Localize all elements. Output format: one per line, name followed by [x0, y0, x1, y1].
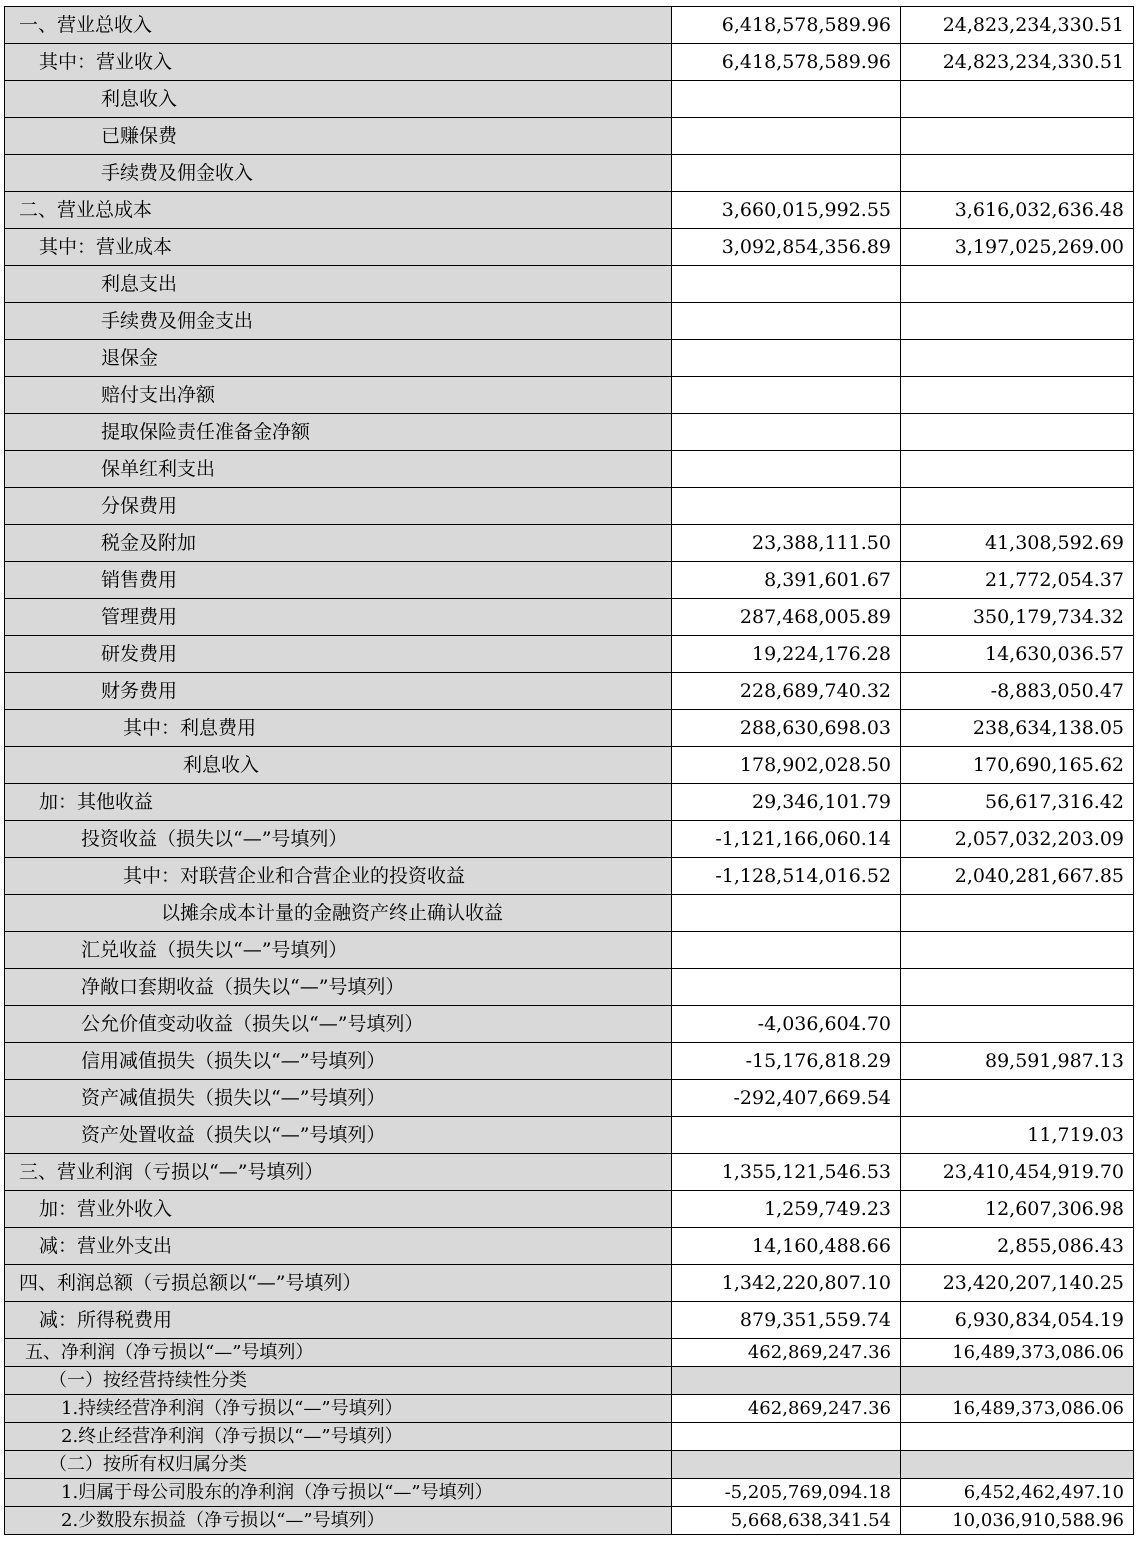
row-label: 三、营业利润（亏损以“—”号填列） — [5, 1154, 672, 1191]
row-label: 其中：营业收入 — [5, 44, 672, 81]
prior-period-value: 21,772,054.37 — [901, 562, 1134, 599]
row-label: 二、营业总成本 — [5, 192, 672, 229]
table-row — [5, 1228, 1134, 1265]
table-row — [5, 1006, 1134, 1043]
current-period-value — [672, 303, 901, 340]
row-label: 2.少数股东损益（净亏损以“—”号填列） — [5, 1507, 672, 1535]
prior-period-value: 350,179,734.32 — [901, 599, 1134, 636]
row-label: 其中：利息费用 — [5, 710, 672, 747]
table-row — [5, 1507, 1134, 1535]
current-period-value: -292,407,669.54 — [672, 1080, 901, 1117]
current-period-value: -5,205,769,094.18 — [672, 1479, 901, 1507]
prior-period-value — [901, 377, 1134, 414]
row-label: 利息收入 — [5, 747, 672, 784]
current-period-value: 14,160,488.66 — [672, 1228, 901, 1265]
table-row — [5, 377, 1134, 414]
table-row — [5, 1302, 1134, 1339]
row-label: 手续费及佣金支出 — [5, 303, 672, 340]
table-row — [5, 969, 1134, 1006]
row-label: 投资收益（损失以“—”号填列） — [5, 821, 672, 858]
row-label: 以摊余成本计量的金融资产终止确认收益 — [5, 895, 672, 932]
row-label: 其中：营业成本 — [5, 229, 672, 266]
table-row — [5, 451, 1134, 488]
current-period-value — [672, 340, 901, 377]
current-period-value — [672, 451, 901, 488]
table-row — [5, 784, 1134, 821]
prior-period-value — [901, 303, 1134, 340]
table-row — [5, 673, 1134, 710]
row-label: 销售费用 — [5, 562, 672, 599]
current-period-value: 228,689,740.32 — [672, 673, 901, 710]
row-label: （二）按所有权归属分类 — [5, 1451, 672, 1479]
prior-period-value: 24,823,234,330.51 — [901, 44, 1134, 81]
current-period-value: 1,355,121,546.53 — [672, 1154, 901, 1191]
table-row — [5, 562, 1134, 599]
row-label: （一）按经营持续性分类 — [5, 1367, 672, 1395]
current-period-value: 462,869,247.36 — [672, 1339, 901, 1367]
current-period-value — [672, 488, 901, 525]
current-period-value: -1,128,514,016.52 — [672, 858, 901, 895]
prior-period-value: 11,719.03 — [901, 1117, 1134, 1154]
table-row — [5, 303, 1134, 340]
row-label: 手续费及佣金收入 — [5, 155, 672, 192]
prior-period-value — [901, 1367, 1134, 1395]
current-period-value: 19,224,176.28 — [672, 636, 901, 673]
row-label: 保单红利支出 — [5, 451, 672, 488]
row-label: 退保金 — [5, 340, 672, 377]
current-period-value — [672, 1423, 901, 1451]
table-row — [5, 747, 1134, 784]
current-period-value: -15,176,818.29 — [672, 1043, 901, 1080]
table-row — [5, 81, 1134, 118]
row-label: 1.持续经营净利润（净亏损以“—”号填列） — [5, 1395, 672, 1423]
prior-period-value — [901, 969, 1134, 1006]
current-period-value — [672, 377, 901, 414]
prior-period-value: 14,630,036.57 — [901, 636, 1134, 673]
current-period-value: 178,902,028.50 — [672, 747, 901, 784]
current-period-value: 23,388,111.50 — [672, 525, 901, 562]
current-period-value — [672, 932, 901, 969]
table-row — [5, 932, 1134, 969]
row-label: 五、净利润（净亏损以“—”号填列） — [5, 1339, 672, 1367]
current-period-value: -4,036,604.70 — [672, 1006, 901, 1043]
row-label: 汇兑收益（损失以“—”号填列） — [5, 932, 672, 969]
current-period-value: 1,342,220,807.10 — [672, 1265, 901, 1302]
current-period-value: 6,418,578,589.96 — [672, 44, 901, 81]
row-label: 四、利润总额（亏损总额以“—”号填列） — [5, 1265, 672, 1302]
current-period-value — [672, 1117, 901, 1154]
current-period-value — [672, 1367, 901, 1395]
prior-period-value: 170,690,165.62 — [901, 747, 1134, 784]
row-label: 减：营业外支出 — [5, 1228, 672, 1265]
prior-period-value: 23,410,454,919.70 — [901, 1154, 1134, 1191]
row-label: 提取保险责任准备金净额 — [5, 414, 672, 451]
table-row — [5, 1451, 1134, 1479]
row-label: 一、营业总收入 — [5, 7, 672, 44]
row-label: 净敞口套期收益（损失以“—”号填列） — [5, 969, 672, 1006]
row-label: 其中：对联营企业和合营企业的投资收益 — [5, 858, 672, 895]
prior-period-value — [901, 1451, 1134, 1479]
prior-period-value — [901, 266, 1134, 303]
prior-period-value: 2,855,086.43 — [901, 1228, 1134, 1265]
prior-period-value — [901, 1423, 1134, 1451]
current-period-value: 3,660,015,992.55 — [672, 192, 901, 229]
prior-period-value: 16,489,373,086.06 — [901, 1395, 1134, 1423]
table-row — [5, 895, 1134, 932]
prior-period-value — [901, 451, 1134, 488]
row-label: 赔付支出净额 — [5, 377, 672, 414]
current-period-value: 288,630,698.03 — [672, 710, 901, 747]
row-label: 信用减值损失（损失以“—”号填列） — [5, 1043, 672, 1080]
table-row — [5, 636, 1134, 673]
current-period-value — [672, 414, 901, 451]
current-period-value: 6,418,578,589.96 — [672, 7, 901, 44]
prior-period-value: 16,489,373,086.06 — [901, 1339, 1134, 1367]
row-label: 2.终止经营净利润（净亏损以“—”号填列） — [5, 1423, 672, 1451]
table-row — [5, 44, 1134, 81]
row-label: 公允价值变动收益（损失以“—”号填列） — [5, 1006, 672, 1043]
table-row — [5, 118, 1134, 155]
row-label: 研发费用 — [5, 636, 672, 673]
prior-period-value — [901, 488, 1134, 525]
prior-period-value — [901, 895, 1134, 932]
row-label: 资产处置收益（损失以“—”号填列） — [5, 1117, 672, 1154]
current-period-value — [672, 266, 901, 303]
prior-period-value: 2,057,032,203.09 — [901, 821, 1134, 858]
prior-period-value — [901, 414, 1134, 451]
prior-period-value: 3,616,032,636.48 — [901, 192, 1134, 229]
prior-period-value — [901, 1080, 1134, 1117]
income-statement-table — [4, 6, 1134, 1535]
row-label: 已赚保费 — [5, 118, 672, 155]
row-label: 利息支出 — [5, 266, 672, 303]
prior-period-value: 41,308,592.69 — [901, 525, 1134, 562]
current-period-value — [672, 118, 901, 155]
table-row — [5, 1339, 1134, 1367]
prior-period-value — [901, 932, 1134, 969]
table-row — [5, 266, 1134, 303]
prior-period-value: 2,040,281,667.85 — [901, 858, 1134, 895]
table-row — [5, 1154, 1134, 1191]
current-period-value: 8,391,601.67 — [672, 562, 901, 599]
prior-period-value — [901, 118, 1134, 155]
prior-period-value: 89,591,987.13 — [901, 1043, 1134, 1080]
table-row — [5, 821, 1134, 858]
prior-period-value: 238,634,138.05 — [901, 710, 1134, 747]
current-period-value: 29,346,101.79 — [672, 784, 901, 821]
table-row — [5, 1043, 1134, 1080]
prior-period-value: -8,883,050.47 — [901, 673, 1134, 710]
table-row — [5, 1423, 1134, 1451]
prior-period-value — [901, 1006, 1134, 1043]
row-label: 减：所得税费用 — [5, 1302, 672, 1339]
table-row — [5, 229, 1134, 266]
table-row — [5, 1395, 1134, 1423]
current-period-value: -1,121,166,060.14 — [672, 821, 901, 858]
table-row — [5, 525, 1134, 562]
prior-period-value: 23,420,207,140.25 — [901, 1265, 1134, 1302]
current-period-value — [672, 81, 901, 118]
prior-period-value: 12,607,306.98 — [901, 1191, 1134, 1228]
row-label: 管理费用 — [5, 599, 672, 636]
current-period-value: 5,668,638,341.54 — [672, 1507, 901, 1535]
prior-period-value: 10,036,910,588.96 — [901, 1507, 1134, 1535]
table-row — [5, 155, 1134, 192]
row-label: 1.归属于母公司股东的净利润（净亏损以“—”号填列） — [5, 1479, 672, 1507]
table-row — [5, 1265, 1134, 1302]
prior-period-value: 3,197,025,269.00 — [901, 229, 1134, 266]
prior-period-value — [901, 81, 1134, 118]
row-label: 财务费用 — [5, 673, 672, 710]
table-row — [5, 1080, 1134, 1117]
table-row — [5, 1191, 1134, 1228]
current-period-value — [672, 1451, 901, 1479]
table-row — [5, 340, 1134, 377]
prior-period-value — [901, 340, 1134, 377]
table-row — [5, 599, 1134, 636]
table-row — [5, 1479, 1134, 1507]
row-label: 税金及附加 — [5, 525, 672, 562]
current-period-value — [672, 155, 901, 192]
table-row — [5, 1117, 1134, 1154]
current-period-value: 462,869,247.36 — [672, 1395, 901, 1423]
table-row — [5, 710, 1134, 747]
row-label: 加：其他收益 — [5, 784, 672, 821]
current-period-value: 287,468,005.89 — [672, 599, 901, 636]
row-label: 资产减值损失（损失以“—”号填列） — [5, 1080, 672, 1117]
prior-period-value — [901, 155, 1134, 192]
table-row — [5, 7, 1134, 44]
prior-period-value: 6,930,834,054.19 — [901, 1302, 1134, 1339]
prior-period-value: 6,452,462,497.10 — [901, 1479, 1134, 1507]
current-period-value: 879,351,559.74 — [672, 1302, 901, 1339]
table-row — [5, 414, 1134, 451]
current-period-value: 1,259,749.23 — [672, 1191, 901, 1228]
table-row — [5, 192, 1134, 229]
row-label: 分保费用 — [5, 488, 672, 525]
current-period-value: 3,092,854,356.89 — [672, 229, 901, 266]
table-row — [5, 1367, 1134, 1395]
table-row — [5, 488, 1134, 525]
row-label: 利息收入 — [5, 81, 672, 118]
row-label: 加：营业外收入 — [5, 1191, 672, 1228]
current-period-value — [672, 895, 901, 932]
current-period-value — [672, 969, 901, 1006]
prior-period-value: 24,823,234,330.51 — [901, 7, 1134, 44]
prior-period-value: 56,617,316.42 — [901, 784, 1134, 821]
table-row — [5, 858, 1134, 895]
